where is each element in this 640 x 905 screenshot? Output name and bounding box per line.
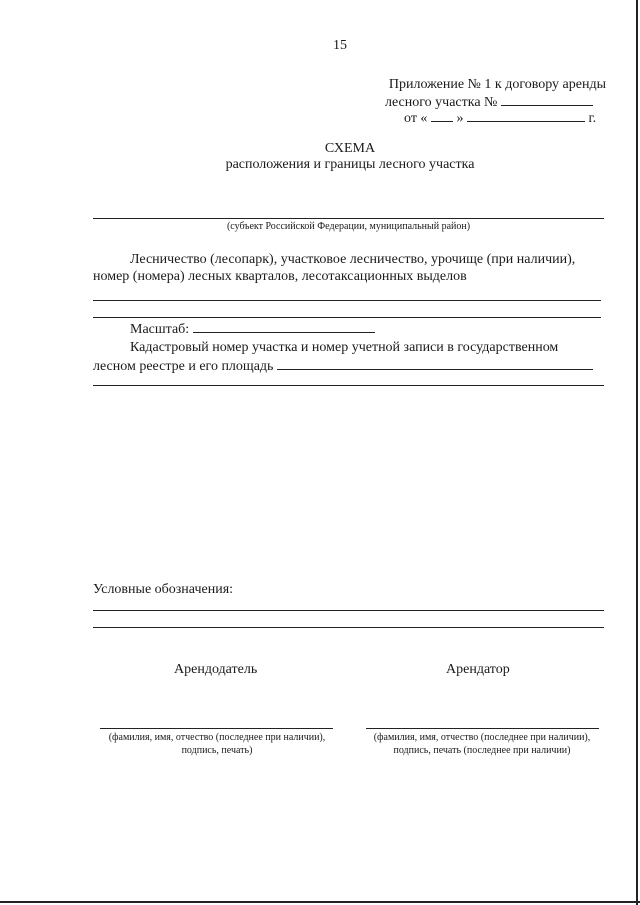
cadastral-line-2-text: лесном реестре и его площадь bbox=[93, 359, 274, 374]
lessor-title: Арендодатель bbox=[174, 662, 258, 677]
page-edge-bottom bbox=[0, 901, 640, 903]
legend-field-line-1 bbox=[93, 610, 604, 611]
cadastral-field-line bbox=[93, 385, 604, 386]
lessor-caption-line-2: подпись, печать) bbox=[181, 745, 253, 756]
cadastral-line-1: Кадастровый номер участка и номер учетной записи в государственном bbox=[130, 340, 559, 355]
lessor-signature-line bbox=[100, 728, 333, 729]
forestry-field-line-2 bbox=[93, 317, 601, 318]
date-day-field bbox=[431, 109, 453, 122]
subject-field-line bbox=[93, 218, 604, 219]
forestry-line-1: Лесничество (лесопарк), участковое лесничество, урочище (при наличии), bbox=[130, 252, 576, 267]
lessee-title: Арендатор bbox=[446, 662, 510, 677]
date-open-quote: от « bbox=[404, 111, 428, 126]
cadastral-area-field bbox=[277, 357, 593, 370]
forestry-line-2: номер (номера) лесных кварталов, лесотаксационных выделов bbox=[93, 269, 467, 284]
forestry-field-line-1 bbox=[93, 300, 601, 301]
appendix-line-1: Приложение № 1 к договору аренды bbox=[388, 77, 606, 92]
schema-title: СХЕМА bbox=[324, 141, 376, 156]
appendix-line-3 bbox=[404, 109, 596, 127]
cadastral-line-2 bbox=[93, 357, 593, 375]
lessee-caption-line-1: (фамилия, имя, отчество (последнее при наличии), bbox=[373, 732, 591, 743]
scale-row bbox=[130, 320, 375, 338]
subject-caption: (субъект Российской Федерации, муниципальный район) bbox=[226, 221, 471, 232]
lot-number-field bbox=[501, 93, 593, 106]
page-number: 15 bbox=[333, 38, 347, 53]
date-close-quote: » bbox=[456, 111, 464, 126]
lessee-signature-line bbox=[366, 728, 599, 729]
legend-field-line-2 bbox=[93, 627, 604, 628]
legend-label: Условные обозначения: bbox=[93, 582, 234, 597]
schema-subtitle: расположения и границы лесного участка bbox=[225, 157, 475, 172]
scale-label: Масштаб: bbox=[130, 322, 190, 337]
lessee-caption-line-2: подпись, печать (последнее при наличии) bbox=[393, 745, 571, 756]
page-edge-right bbox=[636, 0, 638, 905]
date-month-year-field bbox=[467, 109, 585, 122]
appendix-lot-label: лесного участка № bbox=[385, 95, 498, 110]
scale-field bbox=[193, 320, 375, 333]
lessor-caption-line-1: (фамилия, имя, отчество (последнее при наличии), bbox=[108, 732, 326, 743]
date-year-suffix: г. bbox=[588, 111, 597, 126]
